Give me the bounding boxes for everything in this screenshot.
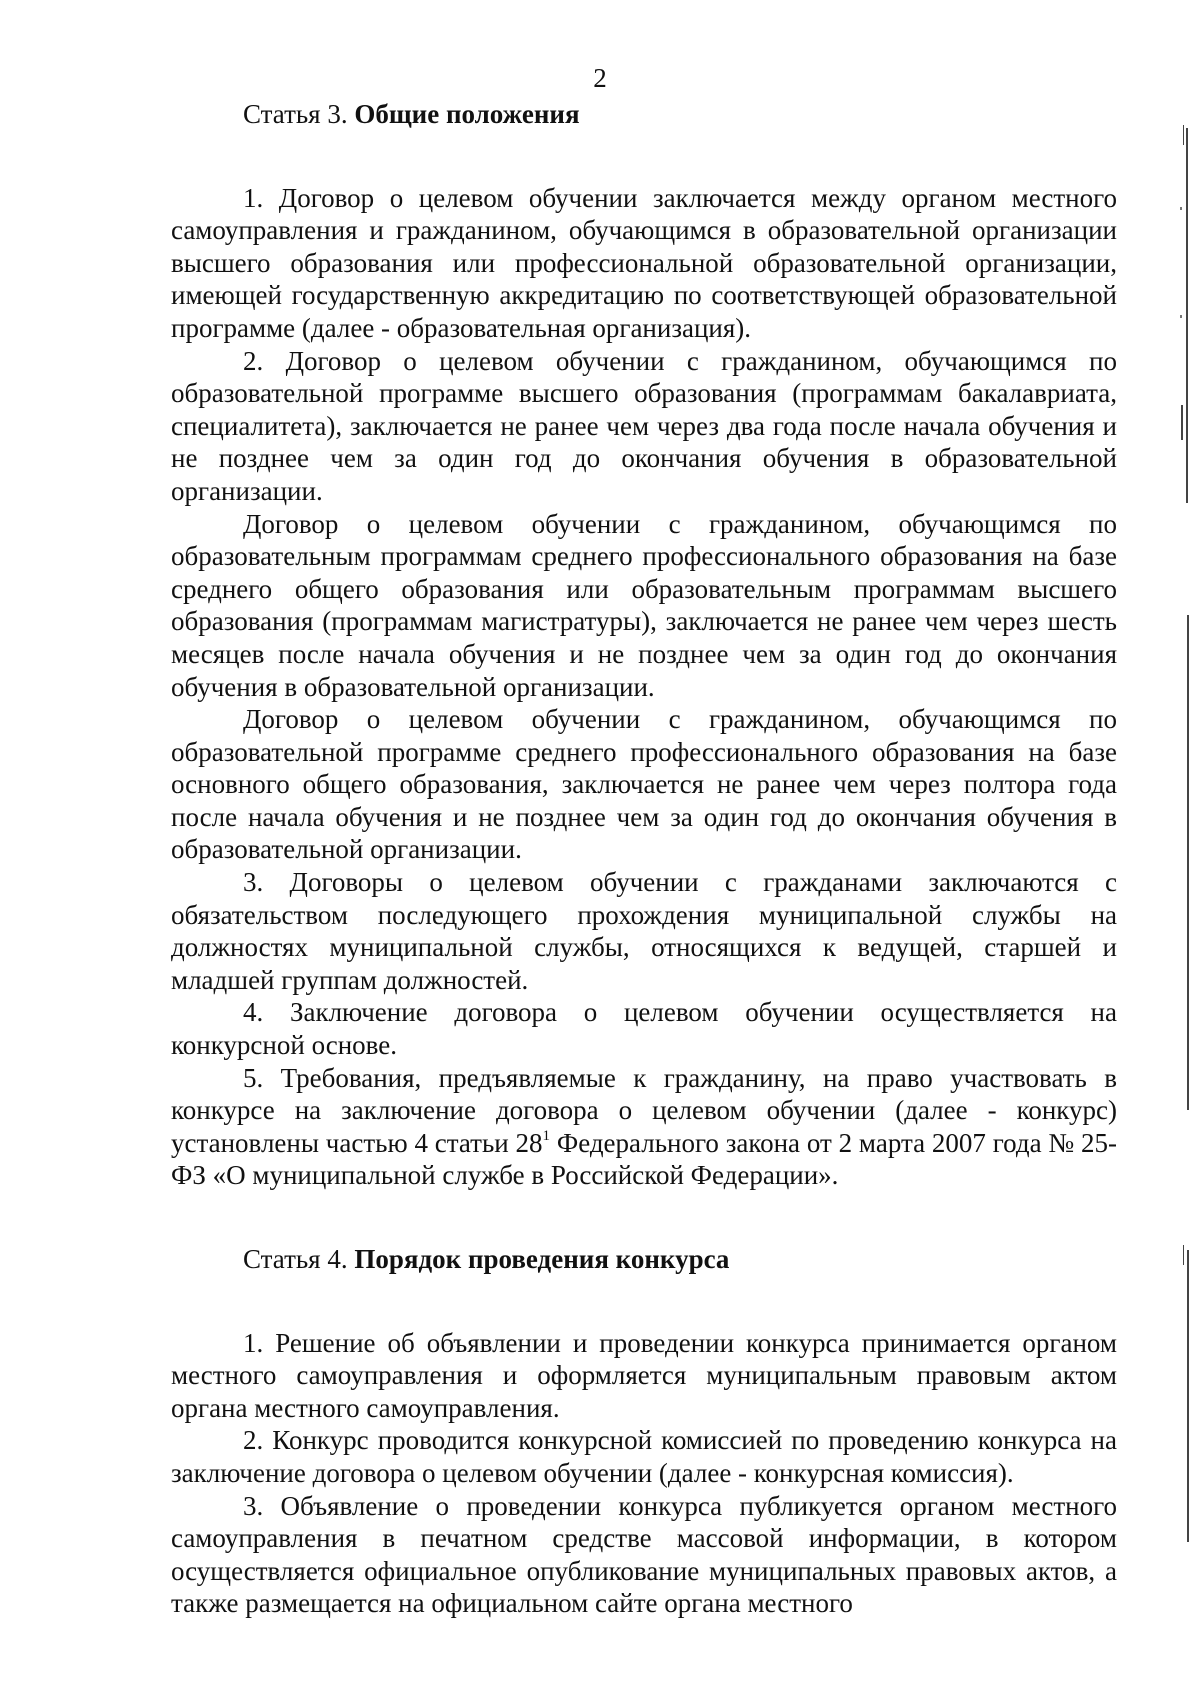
article-3-heading: [171, 98, 1117, 131]
article-3-paragraph: 1. Договор о целевом обучении заключается между органом местного самоуправления и гражданином, обучающимся в образовательной организации высшего образования или профессиональной образовательной организации, имеющей государственную аккредитацию по соответствующей образовательной программе (далее - образовательная организация).: [171, 182, 1117, 343]
article-4-prefix: Статья 4.: [243, 1244, 355, 1274]
article-3-paragraph: Договор о целевом обучении с гражданином, обучающимся по образовательным программам среднего профессионального образования на базе среднего общего образования или образовательным программам высшего образования (программам магистратуры), заключается не ранее чем через шесть месяцев после начала обучения и не позднее чем за один год до окончания обучения в образовательной организации.: [171, 508, 1117, 702]
scan-artifact-line: [1181, 405, 1183, 440]
scan-artifact-line: [1187, 1250, 1189, 1542]
article-3-paragraph: 2. Договор о целевом обучении с гражданином, обучающимся по образовательной программе высшего образования (программам бакалавриата, специалитета), заключается не ранее чем через два года после начала обучения и не позднее чем за один год до окончания обучения в образовательной организации.: [171, 345, 1117, 506]
article-4-paragraph: 2. Конкурс проводится конкурсной комиссией по проведению конкурса на заключение договора о целевом обучении (далее - конкурсная комиссия).: [171, 1425, 1117, 1488]
article-3-prefix: Статья 3.: [243, 99, 355, 129]
scan-artifact-line: [1183, 125, 1184, 145]
scan-artifact-line: [1187, 615, 1189, 1110]
paragraph-5-text-start: 5. Требования, предъявляемые к гражданину, на право участвовать в конкурсе на заключение договора о целевом обучении (далее - конкурс) установлены частью 4 статьи 28: [171, 1062, 1117, 1158]
article-4-heading: [171, 1243, 1117, 1276]
scan-artifact-line: [1186, 128, 1188, 503]
article-4-paragraph: 1. Решение об объявлении и проведении конкурса принимается органом местного самоуправления и оформляется муниципальным правовым актом органа местного самоуправления.: [171, 1327, 1117, 1423]
article-3-paragraph: Договор о целевом обучении с гражданином, обучающимся по образовательной программе среднего профессионального образования на базе основного общего образования, заключается не ранее чем через полтора года после начала обучения и не позднее чем за один год до окончания обучения в образовательной организации.: [171, 704, 1117, 865]
scan-artifact-dot: [1180, 315, 1182, 318]
article-4-paragraph: 3. Объявление о проведении конкурса публикуется органом местного самоуправления в печатном средстве массовой информации, в котором осуществляется официальное опубликование муниципальных правовых актов, а также размещается на официальном сайте органа местного: [171, 1490, 1117, 1619]
article-3-paragraph: 4. Заключение договора о целевом обучении осуществляется на конкурсной основе.: [171, 997, 1117, 1061]
superscript-index: 1: [542, 1127, 551, 1144]
article-4-title: Порядок проведения конкурса: [354, 1244, 730, 1274]
scan-artifact-line: [1183, 1245, 1184, 1265]
page-number: 2: [593, 63, 607, 93]
article-3-title: Общие положения: [354, 99, 580, 129]
scan-artifact-dot: [1180, 207, 1182, 210]
paragraph-5-text-end: Федерального закона от 2 марта 2007 года № 25-ФЗ «О муниципальной службе в Российской Федерации».: [171, 1127, 1117, 1191]
document-body: [171, 98, 1117, 1620]
article-3-paragraph-5: [171, 1062, 1117, 1192]
article-3-paragraph: 3. Договоры о целевом обучении с гражданами заключаются с обязательством последующего прохождения муниципальной службы на должностях муниципальной службы, относящихся к ведущей, старшей и младшей группам должностей.: [171, 867, 1117, 995]
